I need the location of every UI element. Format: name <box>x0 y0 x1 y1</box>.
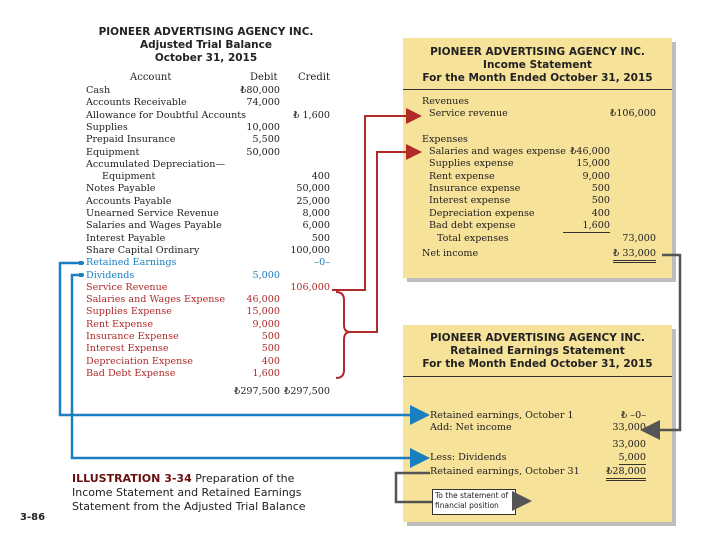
expense-bracket <box>336 292 350 378</box>
tb-debit: 74,000 <box>246 97 280 109</box>
is-period: For the Month Ended October 31, 2015 <box>422 72 653 84</box>
is-service-revenue: ₺106,000 <box>610 108 656 119</box>
to-financial-position-note: To the statement of financial position <box>432 489 516 515</box>
caption <box>72 472 306 514</box>
tb-debit: 400 <box>261 355 280 367</box>
tb-credit: 500 <box>311 232 330 244</box>
financial-position-arrow <box>396 473 432 502</box>
is-revenues-label: Revenues <box>422 96 469 107</box>
tb-debit: 10,000 <box>246 121 280 133</box>
is-company: PIONEER ADVERTISING AGENCY INC. <box>430 46 645 58</box>
tb-account: Depreciation Expense <box>86 355 193 367</box>
re-row-amount: 33,000 <box>612 439 646 450</box>
tb-account: Rent Expense <box>86 318 153 330</box>
re-title: Retained Earnings Statement <box>450 345 625 357</box>
is-expense-label: Salaries and wages expense <box>429 146 566 157</box>
is-expense-label: Supplies expense <box>429 158 514 170</box>
is-service-revenue-label: Service revenue <box>429 108 508 119</box>
re-row-label: Less: Dividends <box>430 452 507 463</box>
is-expense-amount: 1,600 <box>563 220 610 233</box>
page-number: 3-86 <box>20 512 46 523</box>
tb-debit: 1,600 <box>252 367 280 379</box>
tb-credit: 50,000 <box>296 183 330 195</box>
is-expense-amount: 500 <box>591 195 610 207</box>
tb-debit: 5,500 <box>252 134 280 146</box>
caption-label: ILLUSTRATION 3-34 <box>72 472 192 485</box>
re-row-amount: 5,000 <box>618 452 646 463</box>
tb-date: October 31, 2015 <box>154 52 258 64</box>
tb-header-account: Account <box>130 72 172 83</box>
is-expense-label: Insurance expense <box>429 182 521 194</box>
tb-debit: 5,000 <box>252 269 280 281</box>
is-expense-amount: 500 <box>591 182 610 194</box>
tb-account: Equipment <box>86 146 140 158</box>
tb-debit: 46,000 <box>246 294 280 306</box>
tb-account: Unearned Service Revenue <box>86 208 219 219</box>
tb-account: Salaries and Wages Expense <box>86 294 226 306</box>
tb-debit: 500 <box>261 343 280 355</box>
tb-account: Supplies <box>86 121 128 133</box>
caption-line1: Preparation of the <box>195 472 295 485</box>
tb-credit: 100,000 <box>290 244 330 256</box>
tb-debit: 15,000 <box>246 306 280 318</box>
tb-account: Service Revenue <box>86 281 168 293</box>
tb-account: Prepaid Insurance <box>86 134 176 146</box>
tb-account: Retained Earnings <box>86 257 177 269</box>
re-row-label: Retained earnings, October 31 <box>430 466 580 477</box>
is-expense-amount: 9,000 <box>582 170 610 182</box>
re-row-label: Retained earnings, October 1 <box>430 410 574 421</box>
tb-credit: ₺ 1,600 <box>293 109 330 121</box>
is-total-expenses-label: Total expenses <box>437 233 509 244</box>
tb-debit: 9,000 <box>252 318 280 330</box>
dividends-arrow <box>72 275 425 458</box>
re-company: PIONEER ADVERTISING AGENCY INC. <box>430 332 645 344</box>
is-net-income-label: Net income <box>422 248 479 259</box>
tb-account: Accounts Receivable <box>86 97 187 109</box>
tb-credit: 25,000 <box>296 195 330 207</box>
tb-debit: ₺80,000 <box>240 85 280 96</box>
tb-account: Supplies Expense <box>86 306 172 318</box>
tb-account: Bad Debt Expense <box>86 367 176 379</box>
retained-earnings-arrow <box>60 263 425 415</box>
tb-total-debit: ₺297,500 <box>234 386 280 397</box>
tb-account: Dividends <box>86 269 135 281</box>
caption-line2: Income Statement and Retained Earnings <box>72 486 302 499</box>
tb-account: Share Capital Ordinary <box>86 244 200 256</box>
tb-credit: 400 <box>311 171 330 183</box>
is-expense-amount: 400 <box>591 207 610 219</box>
tb-account: Cash <box>86 85 111 96</box>
is-expense-amount: ₺46,000 <box>570 146 610 157</box>
tb-account: Accumulated Depreciation— <box>86 158 226 170</box>
tb-title: Adjusted Trial Balance <box>140 39 272 51</box>
caption-line3: Statement from the Adjusted Trial Balance <box>72 500 306 513</box>
tb-account: Accounts Payable <box>86 195 172 207</box>
tb-account: Equipment <box>102 171 156 183</box>
is-expenses-label: Expenses <box>422 134 468 145</box>
tb-account: Allowance for Doubtful Accounts <box>86 109 247 121</box>
is-title: Income Statement <box>483 59 592 71</box>
is-expense-label: Rent expense <box>429 170 495 182</box>
revenue-arrow <box>332 116 418 290</box>
tb-credit: 8,000 <box>302 208 330 219</box>
re-row-label: Add: Net income <box>430 422 512 433</box>
is-expense-amount: 15,000 <box>576 158 610 170</box>
tb-debit: 50,000 <box>246 146 280 158</box>
tb-credit: 6,000 <box>302 220 330 232</box>
re-period: For the Month Ended October 31, 2015 <box>422 358 653 370</box>
re-row-amount: ₺ –0– <box>621 410 646 421</box>
is-expense-label: Depreciation expense <box>429 207 535 219</box>
expense-arrow <box>350 152 418 332</box>
re-row-amount: ₺28,000 <box>606 466 646 481</box>
tb-account: Notes Payable <box>86 183 156 195</box>
tb-debit: 500 <box>261 331 280 342</box>
is-total-expenses: 73,000 <box>622 233 656 244</box>
net-income-arrow <box>645 255 680 430</box>
tb-credit: 106,000 <box>290 281 330 293</box>
is-net-income: ₺ 33,000 <box>613 248 656 263</box>
tb-credit: –0– <box>314 257 330 269</box>
tb-account: Insurance Expense <box>86 331 179 342</box>
is-expense-label: Interest expense <box>429 195 511 207</box>
tb-account: Interest Payable <box>86 232 166 244</box>
tb-header-debit: Debit <box>250 72 278 83</box>
tb-company: PIONEER ADVERTISING AGENCY INC. <box>98 26 314 38</box>
re-row-amount: 33,000 <box>612 422 646 433</box>
tb-total-credit: ₺297,500 <box>284 386 330 397</box>
tb-header-credit: Credit <box>298 72 330 83</box>
is-expense-label: Bad debt expense <box>429 219 516 231</box>
tb-account: Interest Expense <box>86 343 169 355</box>
tb-account: Salaries and Wages Payable <box>86 220 222 232</box>
